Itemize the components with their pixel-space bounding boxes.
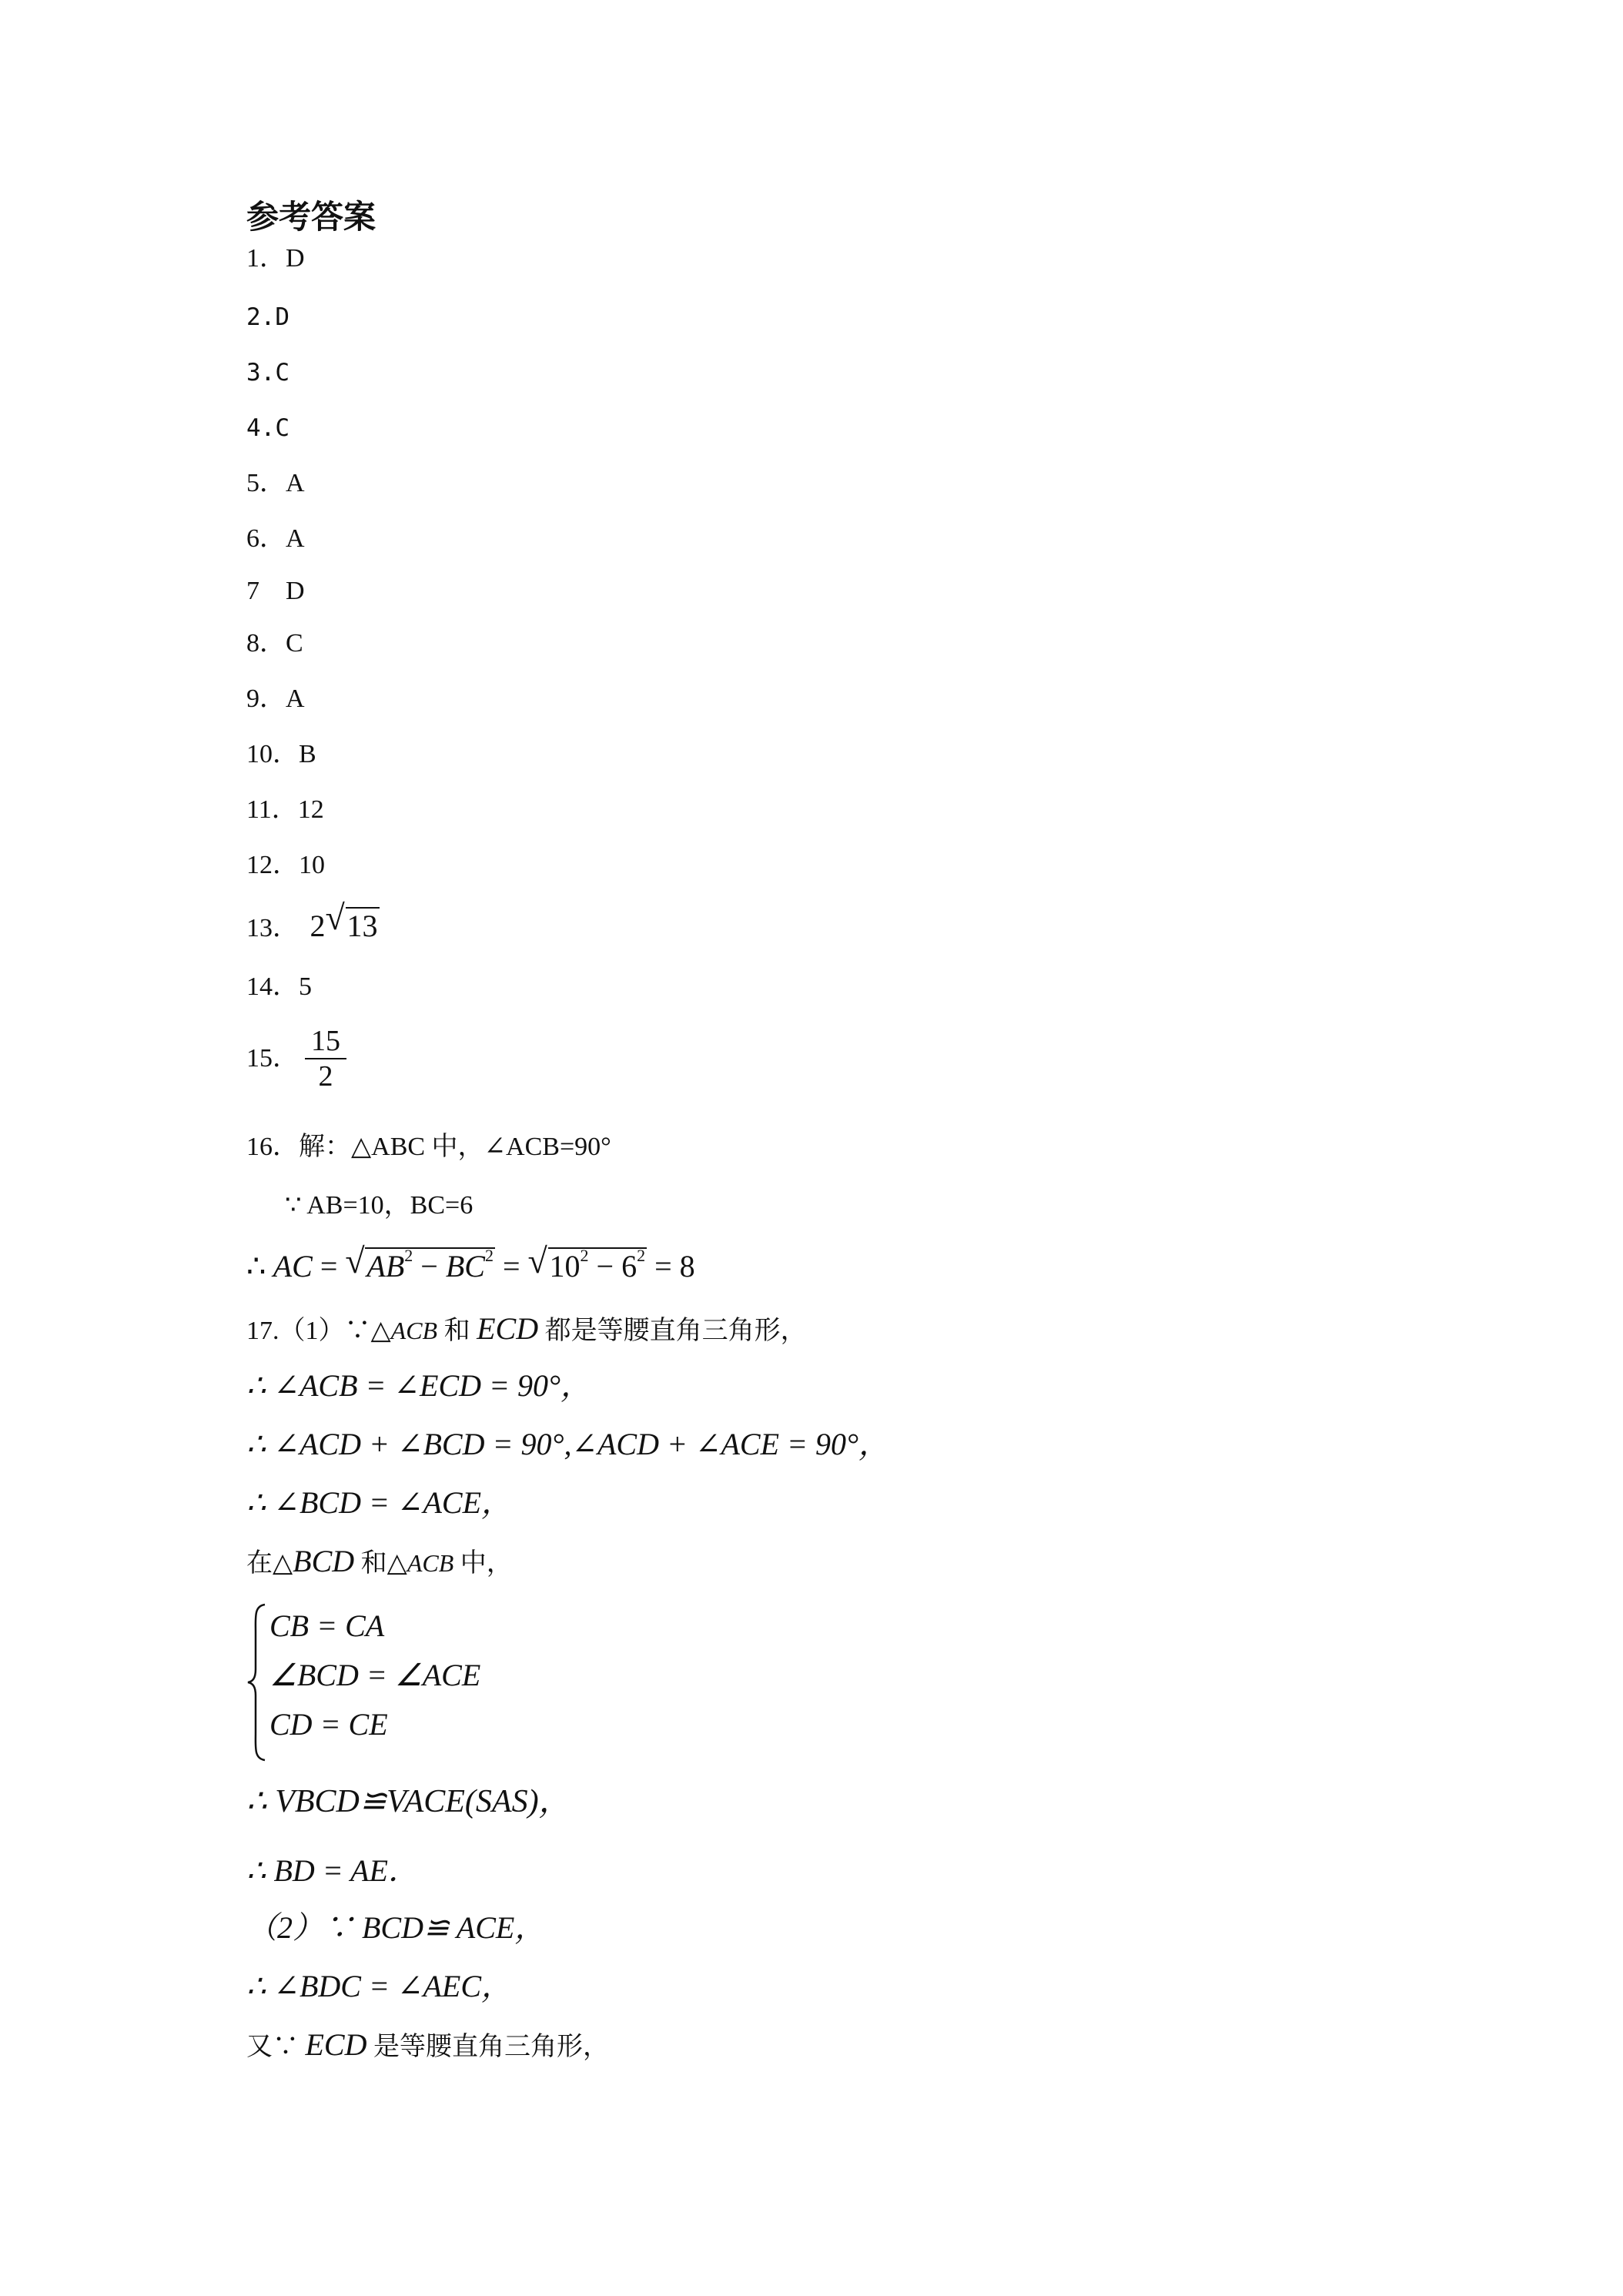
q17-line6: ∴ VBCD≌VACE(SAS)，: [246, 1784, 571, 1819]
q17-line1-rest: 都是等腰直角三角形，: [538, 1317, 807, 1345]
minus-sign: −: [596, 1249, 614, 1284]
answer-13: [246, 898, 380, 944]
q17-he: 和△: [354, 1549, 407, 1578]
exp-2: 2: [484, 1246, 494, 1266]
exp-2: 2: [580, 1246, 589, 1266]
q17-line8: （2）∵ BCD≌ ACE，: [246, 1910, 546, 1945]
q17-line5: [246, 1546, 513, 1579]
q17-line7: ∴ BD = AE．: [246, 1853, 419, 1888]
page-title: 参考答案: [246, 198, 376, 236]
answer-10: 10．B: [246, 740, 316, 768]
q17-line9: ∴ ∠BDC = ∠AEC，: [246, 1969, 513, 2003]
q17-zhong: 中，: [453, 1549, 513, 1578]
answer-13-radicand: 13: [346, 909, 378, 943]
answer-8: 8．C: [246, 629, 303, 658]
fraction-15-over-2: [308, 1026, 343, 1092]
q17-line1: [246, 1311, 807, 1347]
answer-3: 3.C: [246, 359, 289, 387]
answer-2: 2.D: [246, 303, 289, 331]
answer-7: 7 D: [246, 577, 305, 605]
answer-15-denominator: 2: [305, 1058, 346, 1092]
triangle-acb: ACB: [390, 1317, 438, 1344]
answer-15-label: 15．: [246, 1044, 299, 1073]
answer-15: [246, 1026, 343, 1092]
answer-1: 1．D: [246, 244, 305, 273]
sqrt-ab-bc: √ $AB^2 - BC^2$: [345, 1241, 494, 1284]
answer-13-coef: 2: [310, 909, 326, 943]
q17-you: 又∵: [246, 2033, 306, 2061]
answer-4: 4.C: [246, 414, 289, 442]
q16-result: 8: [679, 1249, 695, 1284]
q17-prefix: 17.（1）∵△: [246, 1317, 391, 1345]
q17-line10: [246, 2027, 609, 2063]
q17-line4: ∴ ∠BCD = ∠ACE，: [246, 1485, 513, 1520]
answer-14: 14．5: [246, 972, 312, 1001]
system-eq-3: CD = CE: [269, 1707, 388, 1742]
answer-9: 9．A: [246, 684, 305, 713]
exp-2: 2: [404, 1246, 413, 1266]
sqrt-13: √ 13: [325, 898, 378, 943]
answer-12: 12．10: [246, 851, 325, 879]
minus-sign: −: [420, 1249, 438, 1284]
system-eq-1: CB = CA: [269, 1608, 385, 1643]
therefore-symbol: ∴: [246, 1249, 266, 1284]
equals-sign: =: [654, 1249, 672, 1284]
q16-lhs: AC: [273, 1249, 313, 1284]
q16-line2: ∵ AB=10，BC=6: [285, 1191, 474, 1220]
q17-conj: 和: [437, 1317, 477, 1345]
triangle-acb-2: ACB: [407, 1549, 454, 1577]
q16-line3: [246, 1241, 695, 1285]
equals-sign: =: [320, 1249, 338, 1284]
q17-line3: ∴ ∠ACD + ∠BCD = 90°,∠ACD + ∠ACE = 90°，: [246, 1427, 890, 1461]
q17-line10-rest: 是等腰直角三角形，: [366, 2033, 609, 2061]
answer-5: 5．A: [246, 469, 305, 497]
left-brace-icon: [246, 1602, 268, 1763]
term-ab: AB: [366, 1249, 405, 1284]
triangle-ecd: ECD: [477, 1311, 539, 1346]
triangle-bcd: BCD: [293, 1544, 355, 1578]
triangle-ecd-2: ECD: [305, 2027, 367, 2062]
answer-11: 11．12: [246, 795, 324, 824]
term-bc: BC: [445, 1249, 485, 1284]
term-10: 10: [549, 1249, 581, 1284]
term-6: 6: [621, 1249, 637, 1284]
equals-sign: =: [502, 1249, 520, 1284]
sqrt-10-6: √ $10^2 - 6^2$: [527, 1241, 646, 1284]
system-lines: [269, 1602, 480, 1749]
q17-line2: ∴ ∠ACB = ∠ECD = 90°，: [246, 1368, 592, 1403]
answer-15-numerator: 15: [311, 1025, 340, 1057]
q16-line1: 16．解：△ABC 中，∠ACB=90°: [246, 1133, 611, 1161]
answer-6: 6．A: [246, 524, 305, 553]
system-eq-2: ∠BCD = ∠ACE: [269, 1658, 481, 1692]
exp-2: 2: [637, 1246, 646, 1266]
q17-zai: 在△: [246, 1549, 293, 1578]
answer-13-label: 13．: [246, 914, 299, 942]
